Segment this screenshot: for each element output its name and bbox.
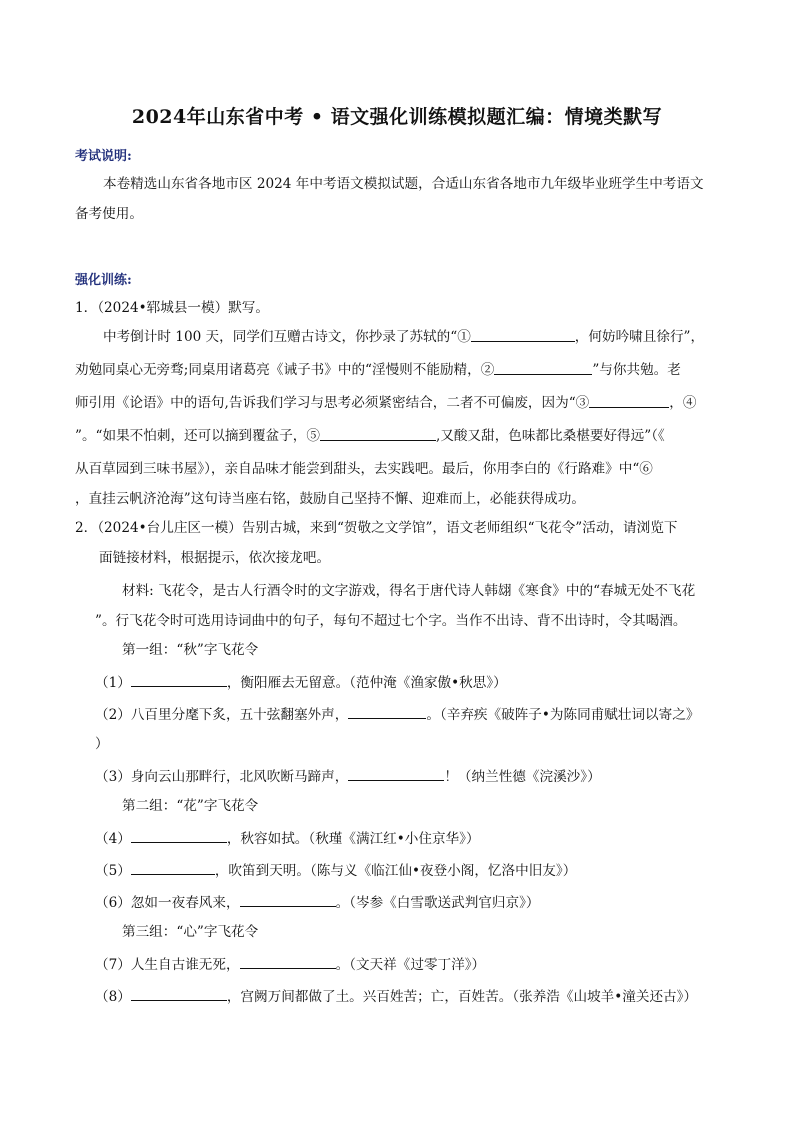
q1-text: 劝勉同桌心无旁骛;同桌用诸葛亮《诫子书》中的“淫慢则不能励精，② (75, 362, 495, 378)
page-title: 2024年山东省中考 • 语文强化训练模拟题汇编：情境类默写 (131, 106, 663, 128)
q2-group-3-title: 第三组：“心”字飞花令 (122, 924, 259, 940)
q1-line-3 (75, 393, 722, 413)
q2-blank-3[interactable] (348, 766, 444, 781)
q1-text: ,又酸又甜，色味都比桑椹要好得远”（《 (436, 428, 665, 444)
q2-blank-2[interactable] (348, 704, 426, 719)
q2-material-2: ”。行飞花令时可选用诗词曲中的句子，每句不超过七个字。当作不出诗、背不出诗时，令其喝酒。 (95, 613, 687, 629)
q2-item-1 (95, 672, 507, 693)
q2-blank-6[interactable] (240, 892, 336, 907)
q1-line-6: ，直挂云帆济沧海”这句诗当座右铭，鼓励自己坚持不懈、迎难而上，必能获得成功。 (75, 491, 585, 507)
item-suffix: 。（文天祥《过零丁洋》） (335, 957, 486, 973)
item-prefix: （5） (95, 863, 131, 879)
q2-item-8 (95, 986, 697, 1007)
q2-item-4 (95, 828, 480, 849)
q1-blank-3[interactable] (589, 393, 669, 408)
item-prefix: （2）八百里分麾下炙，五十弦翻塞外声， (95, 707, 349, 723)
item-suffix: ，衡阳雁去无留意。（范仲淹《渔家傲•秋思》） (226, 675, 507, 691)
item-suffix: ，宫阙万间都做了土。兴百姓苦；亡，百姓苦。（张养浩《山坡羊•潼关还古》） (226, 989, 698, 1005)
item-suffix: 。（岑参《白雪歌送武判官归京》） (335, 895, 540, 911)
q2-blank-8[interactable] (131, 986, 227, 1001)
item-suffix: ，吹笛到天明。（陈与义《临江仙•夜登小阁，忆洛中旧友》） (214, 863, 577, 879)
q1-line-4 (75, 426, 722, 446)
q2-item-2-tail: ） (95, 736, 109, 752)
q2-item-6 (95, 892, 540, 913)
q2-group-1-title: 第一组：“秋”字飞花令 (122, 642, 259, 658)
q1-text: ”。“如果不怕刺，还可以摘到覆盆子，⑤ (75, 428, 320, 444)
item-prefix: （3）身向云山那畔行，北风吹断马蹄声， (95, 769, 349, 785)
q2-heading-1: 2．（2024•台儿庄区一模）告别古城，来到“贺敬之文学馆”，语文老师组织“飞花令”活动，请浏览下 (75, 520, 678, 536)
q1-line-5: 从百草园到三味书屋》），亲自品味才能尝到甜头，去实践吧。最后，你用李白的《行路难》中“⑥ (75, 461, 653, 477)
exam-note-heading: 考试说明: (75, 149, 132, 164)
item-suffix: 。（辛弃疾《破阵子•为陈同甫赋壮词以寄之》 (426, 707, 700, 723)
item-prefix: （4） (95, 831, 131, 847)
q2-group-2-title: 第二组：“花”字飞花令 (122, 798, 259, 814)
q1-text: ，④ (669, 395, 697, 411)
item-prefix: （7）人生自古谁无死， (95, 957, 240, 973)
item-suffix: ！（纳兰性德《浣溪沙》） (444, 769, 601, 785)
q2-blank-4[interactable] (131, 828, 227, 843)
q2-item-5 (95, 860, 576, 881)
q2-blank-7[interactable] (240, 954, 336, 969)
q1-text: ，何妨吟啸且徐行”， (574, 329, 705, 345)
q1-blank-2[interactable] (494, 360, 592, 375)
q2-heading-2: 面链接材料，根据提示，依次接龙吧。 (99, 550, 331, 566)
item-prefix: （8） (95, 989, 131, 1005)
q1-blank-1[interactable] (471, 327, 575, 342)
q2-blank-5[interactable] (131, 860, 215, 875)
q2-blank-1[interactable] (131, 672, 227, 687)
q1-text: 师引用《论语》中的语句,告诉我们学习与思考必须紧密结合，二者不可偏废，因为“③ (75, 395, 590, 411)
item-suffix: ，秋容如拭。（秋瑾《满江红•小住京华》） (226, 831, 480, 847)
q1-line-2 (75, 360, 722, 380)
q1-text: ”与你共勉。老 (592, 362, 681, 378)
training-heading: 强化训练: (75, 273, 132, 288)
q1-line-1 (103, 327, 722, 347)
exam-note-line-2: 备考使用。 (75, 206, 143, 222)
exam-note-line-1: 本卷精选山东省各地市区 2024 年中考语文模拟试题，合适山东省各地市九年级毕业班学生中考语文 (103, 176, 704, 192)
q2-item-2 (95, 704, 699, 725)
q2-item-3 (95, 766, 601, 787)
q2-item-7 (95, 954, 485, 975)
q1-heading: 1．（2024•郓城县一模）默写。 (75, 300, 269, 316)
item-prefix: （6）忽如一夜春风来， (95, 895, 240, 911)
q1-text: 中考倒计时 100 天，同学们互赠古诗文，你抄录了苏轼的“① (103, 329, 471, 345)
item-prefix: （1） (95, 675, 131, 691)
q2-material-1: 材料: 飞花令，是古人行酒令时的文字游戏，得名于唐代诗人韩翃《寒食》中的“春城无处不飞花 (122, 583, 696, 599)
q1-blank-5[interactable] (320, 426, 436, 441)
